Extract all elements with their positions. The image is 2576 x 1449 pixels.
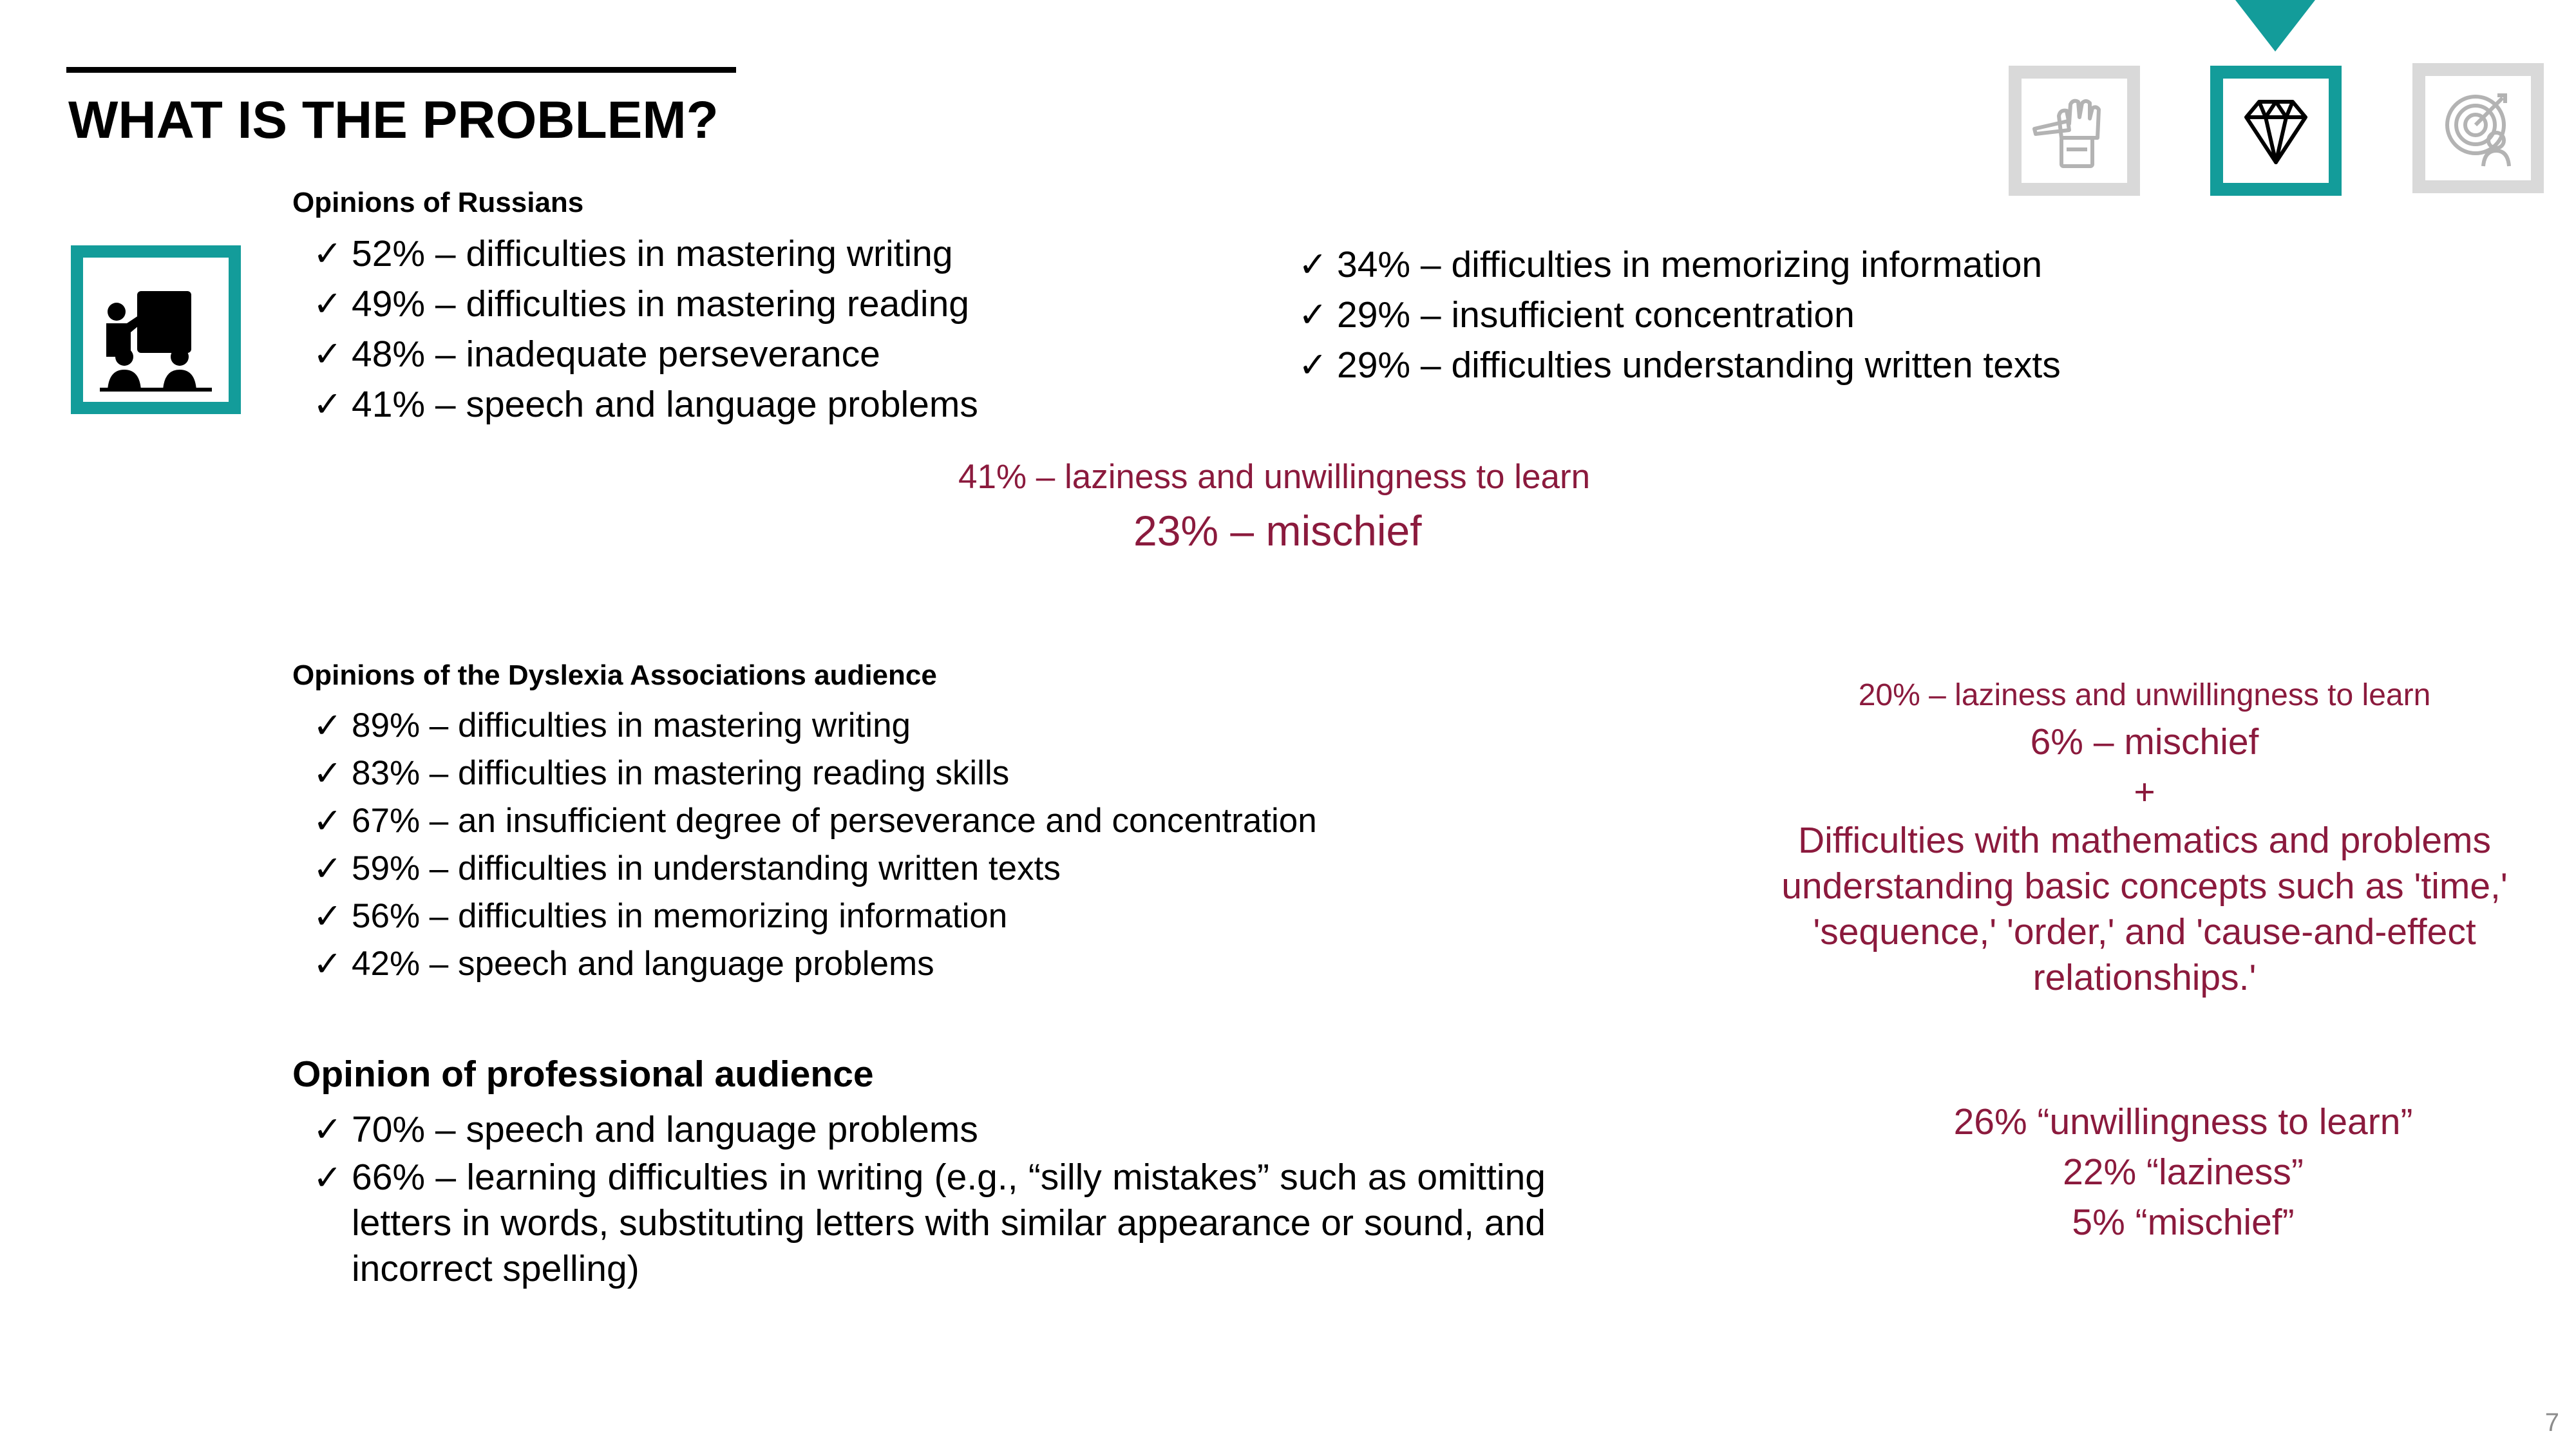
page-title: WHAT IS THE PROBLEM? — [68, 91, 719, 149]
active-indicator-triangle — [2235, 0, 2315, 52]
diamond-icon — [2223, 79, 2329, 183]
nav-tile-target[interactable] — [2412, 63, 2544, 193]
math-note-line: Difficulties with mathematics and problems — [1797, 820, 2492, 861]
list-item: ✓ 59% – difficulties in understanding written texts — [313, 845, 1317, 893]
professional-note-unwillingness: 26% “unwillingness to learn” — [1953, 1101, 2413, 1142]
dyslexia-note-plus: + — [2134, 772, 2155, 813]
list-item: ✓ 89% – difficulties in mastering writing — [313, 702, 1317, 750]
russians-note-mischief: 23% – mischief — [1133, 507, 1422, 554]
list-item: ✓ 66% – learning difficulties in writing (e.g., “silly mistakes” such as omitting letters in words, substituting letters with similar appearance or sound, and incorrect spelling) — [313, 1155, 1546, 1292]
list-item: ✓ 70% – speech and language problems — [313, 1104, 1546, 1155]
dyslexia-note-math — [1726, 818, 2563, 1001]
hand-pen-icon — [2022, 79, 2127, 183]
russians-heading: Opinions of Russians — [292, 187, 584, 218]
list-item: ✓ 52% – difficulties in mastering writing — [313, 229, 978, 279]
list-item: ✓ 48% – inadequate perseverance — [313, 329, 978, 379]
professional-note-mischief: 5% “mischief” — [2072, 1202, 2295, 1243]
title-rule — [66, 67, 736, 73]
professional-note-laziness: 22% “laziness” — [2063, 1151, 2304, 1193]
dyslexia-notes — [1726, 675, 2563, 1001]
dyslexia-list — [313, 702, 1317, 988]
list-item: ✓ 34% – difficulties in memorizing information — [1298, 240, 2061, 290]
list-item: ✓ 67% – an insufficient degree of perseverance and concentration — [313, 797, 1317, 845]
dyslexia-note-laziness: 20% – laziness and unwillingness to learn — [1858, 678, 2431, 712]
professional-heading: Opinion of professional audience — [292, 1054, 874, 1095]
list-item: ✓ 49% – difficulties in mastering reading — [313, 279, 978, 329]
professional-notes — [1855, 1097, 2512, 1247]
math-note-line: relationships.' — [2032, 957, 2257, 998]
math-note-line: 'sequence,' 'order,' and 'cause-and-effect — [1813, 911, 2476, 952]
teacher-board-icon — [83, 258, 229, 402]
nav-tile-diamond[interactable] — [2210, 66, 2342, 196]
professional-list — [313, 1104, 1546, 1292]
nav-tile-hand-pen[interactable] — [2009, 66, 2140, 196]
teacher-board-tile — [71, 245, 241, 414]
russians-note-laziness: 41% – laziness and unwillingness to learn — [958, 458, 1591, 496]
list-item: ✓ 56% – difficulties in memorizing information — [313, 893, 1317, 940]
page-number: 7 — [2544, 1408, 2559, 1437]
list-item: ✓ 41% – speech and language problems — [313, 379, 978, 430]
russians-left-list — [313, 229, 978, 430]
russians-right-list — [1298, 240, 2061, 390]
dyslexia-note-mischief: 6% – mischief — [2030, 721, 2259, 762]
dyslexia-heading: Opinions of the Dyslexia Associations audience — [292, 659, 937, 691]
list-item: ✓ 29% – insufficient concentration — [1298, 290, 2061, 340]
math-note-line: understanding basic concepts such as 'time,' — [1781, 866, 2508, 907]
list-item: ✓ 42% – speech and language problems — [313, 940, 1317, 988]
target-person-icon — [2425, 76, 2531, 180]
list-item: ✓ 29% – difficulties understanding written texts — [1298, 340, 2061, 390]
list-item: ✓ 83% – difficulties in mastering reading skills — [313, 750, 1317, 797]
